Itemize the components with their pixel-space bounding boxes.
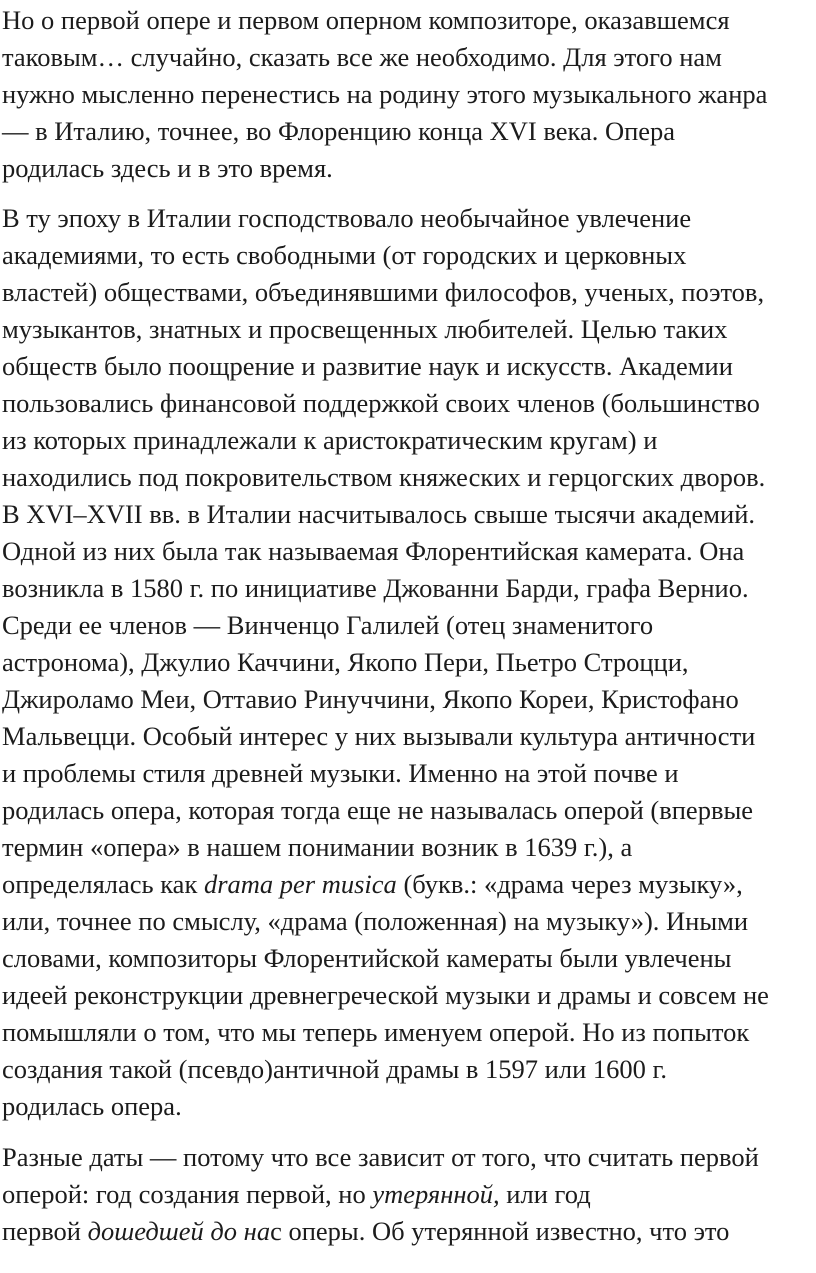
text-line: Среди ее членов — Винченцо Галилей (отец знаменитого bbox=[2, 610, 654, 640]
text-line: астронома), Джулио Каччини, Якопо Пери, Пьетро Строцци, bbox=[2, 647, 689, 677]
text-line: нужно мысленно перенестись на родину этого музыкального жанра bbox=[2, 79, 768, 109]
text-line: создания такой (псевдо)античной драмы в 1597 или 1600 г. bbox=[2, 1054, 668, 1084]
text-line: В ту эпоху в Италии господствовало необычайное увлечение bbox=[2, 203, 692, 233]
text-line: родилась здесь и в это время. bbox=[2, 153, 333, 183]
text-line: обществ было поощрение и развитие наук и искусств. Академии bbox=[2, 351, 733, 381]
text-line: родилась опера, которая тогда еще не называлась оперой (впервые bbox=[2, 795, 754, 825]
text-line: помышляли о том, что мы теперь именуем оперой. Но из попыток bbox=[2, 1017, 750, 1047]
text-line-with-italic bbox=[2, 1213, 729, 1249]
text-line: Разные даты — потому что все зависит от того, что считать первой bbox=[2, 1142, 759, 1172]
text-line: пользовались финансовой поддержкой своих членов (большинство bbox=[2, 388, 760, 418]
text-line: термин «опера» в нашем понимании возник в 1639 г.), а bbox=[2, 832, 633, 862]
text-line: таковым… случайно, сказать все же необходимо. Для этого нам bbox=[2, 42, 722, 72]
text-line: идеей реконструкции древнегреческой музыки и драмы и совсем не bbox=[2, 980, 769, 1010]
text-line: или, точнее по смыслу, «драма (положенная) на музыку»). Иными bbox=[2, 906, 749, 936]
italic-term: дошедшей до на bbox=[87, 1216, 271, 1246]
text-segment: определялась как bbox=[2, 869, 204, 899]
italic-term: утерянной, bbox=[372, 1179, 500, 1209]
text-line: властей) обществами, объединявшими философов, ученых, поэтов, bbox=[2, 277, 765, 307]
text-line: Но о первой опере и первом оперном композиторе, оказавшемся bbox=[2, 5, 730, 35]
text-line: В XVI–XVII вв. в Италии насчитывалось свыше тысячи академий. bbox=[2, 499, 756, 529]
text-line: музыкантов, знатных и просвещенных любителей. Целью таких bbox=[2, 314, 728, 344]
text-line-with-italic bbox=[2, 1176, 591, 1212]
text-line-with-italic bbox=[2, 866, 743, 902]
text-line: академиями, то есть свободными (от городских и церковных bbox=[2, 240, 687, 270]
text-segment: оперой: год создания первой, но bbox=[2, 1179, 373, 1209]
text-line: из которых принадлежали к аристократическим кругам) и bbox=[2, 425, 658, 455]
text-line: словами, композиторы Флорентийской камераты были увлечены bbox=[2, 943, 732, 973]
text-line: и проблемы стиля древней музыки. Именно на этой почве и bbox=[2, 758, 679, 788]
text-line: Джироламо Меи, Оттавио Ринуччини, Якопо Кореи, Кристофано bbox=[2, 684, 739, 714]
italic-term: drama per musica bbox=[203, 869, 397, 899]
text-line: родилась опера. bbox=[2, 1091, 182, 1121]
text-line: находились под покровительством княжеских и герцогских дворов. bbox=[2, 462, 766, 492]
text-line: возникла в 1580 г. по инициативе Джованни Барди, графа Вернио. bbox=[2, 573, 749, 603]
text-segment: или год bbox=[499, 1179, 591, 1209]
text-segment: с оперы. Об утерянной известно, что это bbox=[270, 1216, 730, 1246]
text-segment: первой bbox=[2, 1216, 88, 1246]
text-line: Одной из них была так называемая Флорентийская камерата. Она bbox=[2, 536, 745, 566]
text-line: — в Италию, точнее, во Флоренцию конца XVI века. Опера bbox=[2, 116, 676, 146]
text-segment: (букв.: «драма через музыку», bbox=[396, 869, 743, 899]
text-line: Мальвецци. Особый интерес у них вызывали культура античности bbox=[2, 721, 756, 751]
